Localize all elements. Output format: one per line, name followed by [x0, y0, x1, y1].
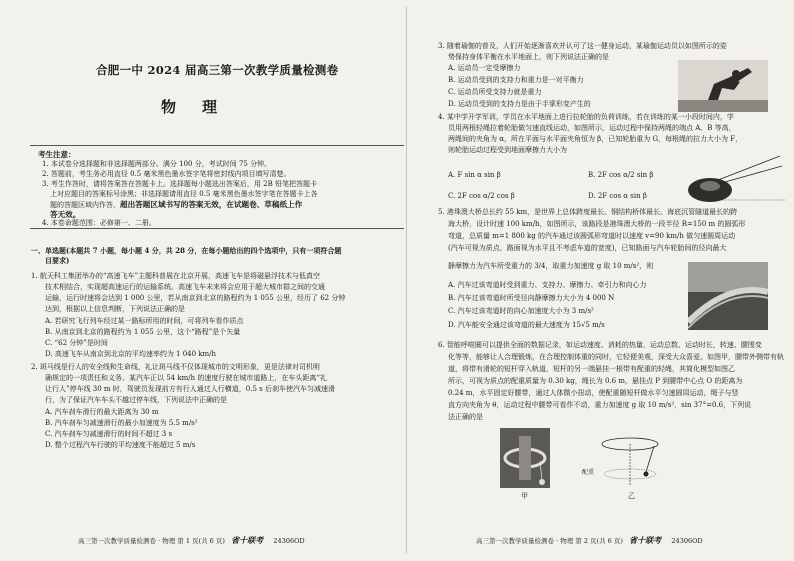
yoga-pose-illustration	[678, 60, 768, 112]
q6-stem: 直方向夹角为 θ，运动过程中腰带可看作不动，重力加速度 g 取 10 m/s²，sin 37°=0.6，下列说	[448, 401, 752, 409]
figure-label-yi: 乙	[628, 492, 635, 500]
q1-option-d[interactable]: D. 高速飞车从南京到北京的平均速率约为 1 040 km/h	[45, 350, 217, 358]
q4-option-b[interactable]: B. 2F cos α/2 sin β	[588, 171, 654, 179]
footer-left: 高三第一次教学质量检测卷 · 物理 第 1 页(共 6 页) 省十联考 24306OD	[78, 535, 305, 545]
bridge-curve-illustration	[688, 262, 768, 330]
q6-stem: 道，将带有滑轮的短杆穿入轨道，短杆的另一端悬挂一根带有配重的轻绳，其简化模型如图乙	[448, 365, 735, 373]
notice-strong: 答无效。	[50, 210, 81, 219]
notice-heading: 考生注意：	[38, 150, 76, 159]
q6-stem: 所示，可视为质点的配重质量为 0.30 kg，绳长为 0.6 m，悬挂点 P 到腰带中心点 O 的距离为	[448, 377, 743, 385]
q2-stem: 让行人”停车线 30 m 时，驾驶员发现前方有行人通过人行横道，0.5 s 后刹车使汽车匀减速滑	[45, 385, 335, 393]
hula-hoop-diagram	[590, 430, 670, 490]
q2-option-c[interactable]: C. 汽车刹车匀减速滑行的时间不超过 3 s	[45, 430, 173, 438]
section-heading-cont: 目要求)	[45, 256, 70, 265]
brand-logo: 省十联考	[231, 535, 264, 545]
q6-stem: 0.24 m，水平固定好腰带，通过人体微小扭动，使配重随短杆做水平匀速圆周运动，绳子与竖	[448, 389, 739, 397]
notice-item: 上对应题目的答案标号涂黑；非选择题请用直径 0.5 毫米黑色墨水签字笔在答题卡上各	[50, 190, 318, 198]
q6-stem: 法正确的是	[448, 413, 483, 421]
exam-title: 合肥一中 2024 届高三第一次教学质量检测卷	[96, 63, 339, 77]
q4-option-c[interactable]: C. 2F cos α/2 cos β	[448, 192, 515, 200]
page-divider	[406, 6, 407, 554]
q3-stem: 势保持身体平衡在水平地面上，则下列说法正确的是	[448, 53, 609, 61]
right-page	[410, 0, 794, 561]
q2-stem: 确规定的一项责任和义务。某汽车正以 54 km/h 的速度行驶在城市道路上，在车头距离“礼	[45, 374, 327, 382]
hula-hoop-illustration	[500, 428, 550, 488]
q5-stem: 海大桥，设计时速 100 km/h，如图所示，该路段是港珠澳大桥的一段半径 R=150 m 的圆弧形	[448, 220, 746, 228]
q1-option-c[interactable]: C. “62 分钟”是时间	[45, 339, 108, 347]
q3-option-a[interactable]: A. 运动员一定受摩擦力	[448, 64, 521, 72]
tire-diagram	[678, 150, 788, 210]
notice-item: 4. 本卷命题范围：必修第一、二册。	[42, 219, 156, 227]
q1-option-b[interactable]: B. 从南京到北京的路程约为 1 055 公里，这个“路程”是个矢量	[45, 328, 241, 336]
q5-stem: (汽车可视为质点，路面视为水平且不考虑车道的宽度)，已知路面与汽车轮胎间的径向最大	[448, 244, 727, 252]
q4-option-a[interactable]: A. F sin α sin β	[448, 171, 501, 179]
q4-stem: 两绳间的夹角为 α，所在平面与水平面夹角恒为 β，已知轮胎重为 G，每根绳的拉力大小为 F，	[448, 135, 743, 143]
q5-stem: 静摩擦力为汽车所受重力的 3/4，取重力加速度 g 取 10 m/s²，则	[448, 262, 654, 270]
q1-stem: 运输，运行时速将会达到 1 000 公里，若从南京到北京的路程约为 1 055 公里，经历了 62 分钟	[45, 294, 346, 302]
paper-code: 24306OD	[671, 537, 703, 545]
notice-item: 1. 本试卷分选择题和非选择题两部分。满分 100 分，考试时间 75 分钟。	[42, 160, 272, 168]
section-heading: 一、单选题(本题共 7 小题，每小题 4 分，共 28 分，在每小题给出的四个选项中，只有一项符合题	[31, 246, 342, 255]
bridge-photo	[688, 262, 768, 330]
q5-option-b[interactable]: B. 汽车过该弯道时所受径向静摩擦力大小为 4 000 N	[448, 294, 615, 302]
q1-stem: 达到，根据以上信息判断，下列说法正确的是	[45, 305, 185, 313]
q2-stem: 2. 斑马线是行人的安全线和生命线，礼让斑马线不仅体现城市的文明形象，更是法律对司机明	[31, 363, 320, 371]
q4-option-d[interactable]: D. 2F cos α sin β	[588, 192, 647, 200]
q1-option-a[interactable]: A. 若研究飞行列车经过某一路标所用的时间，可将列车看作质点	[45, 317, 244, 325]
hula-hoop-photo	[500, 428, 550, 488]
q2-option-a[interactable]: A. 汽车刹车滑行的最大距离为 30 m	[45, 408, 159, 416]
q2-option-b[interactable]: B. 汽车刹车匀减速滑行的最小加速度为 5.5 m/s²	[45, 419, 198, 427]
q5-stem: 5. 港珠澳大桥总长约 55 km，是世界上总体跨度最长、钢结构桥体最长、海底沉管隧道最长的跨	[438, 208, 738, 216]
yoga-figure	[678, 60, 768, 112]
q5-option-d[interactable]: D. 汽车能安全通过该弯道的最大速度为 15√5 m/s	[448, 321, 605, 329]
figure-label-jia: 甲	[521, 492, 528, 500]
footer-right: 高三第一次教学质量检测卷 · 物理 第 2 页(共 6 页) 省十联考 24306OD	[476, 535, 703, 545]
q4-stem: 4. 某中学开学军训，学员在水平地面上进行拉轮胎的负荷训练，若在训练的某一小段时间内，学	[438, 113, 734, 121]
notice-item: 3. 考生作答时，请将答案答在答题卡上。选择题每小题选出答案后，用 2B 铅笔把答题卡	[42, 180, 317, 188]
paper-code: 24306OD	[273, 537, 305, 545]
q2-option-d[interactable]: D. 整个过程汽车行驶的平均速度不能超过 5 m/s	[45, 441, 196, 449]
label-counterweight: 配重	[582, 469, 595, 476]
q5-option-a[interactable]: A. 汽车过该弯道时受到重力、支持力、摩擦力、牵引力和向心力	[448, 281, 647, 289]
q5-option-c[interactable]: C. 汽车过该弯道时的向心加速度大小为 3 m/s²	[448, 307, 594, 315]
notice-item: 2. 答题前，考生务必用直径 0.5 毫米黑色墨水签字笔将密封线内项目填写清楚。	[42, 170, 291, 178]
q4-stem: 则轮胎运动过程受到地面摩擦力大小为	[448, 146, 567, 154]
notice-strong: 超出答题区域书写的答案无效，在试题卷、草稿纸上作	[120, 200, 303, 209]
q3-stem: 3. 随着瑜伽的普及，人们开始逐渐喜欢并认可了这一健身运动，某瑜伽运动员以如图所示的姿	[438, 42, 727, 50]
notice-item: 题的答题区域内作答，超出答题区域书写的答案无效，在试题卷、草稿纸上作	[50, 200, 303, 209]
q6-stem: 6. 智能呼啦圈可以提供全面的数据记录，如运动速度、消耗的热量、运动总数、运动时长，转速、腰围变	[438, 341, 762, 349]
q3-option-c[interactable]: C. 运动员所受支持力就是重力	[448, 88, 542, 96]
q3-option-d[interactable]: D. 运动员受到的支持力是由于手掌形变产生的	[448, 100, 591, 108]
q3-option-b[interactable]: B. 运动员受到的支持力和重力是一对平衡力	[448, 76, 584, 84]
q6-stem: 化等等，能够让人合理锻炼，在合理控制体重的同时，它轻便美观，深受大众喜爱。如图甲，腰带外侧带有轨	[448, 353, 784, 361]
q1-stem: 技术相结合，实现超高速运行的运输系统。高速飞车未来将会应用于超大城市群之间的交通	[45, 283, 325, 291]
q5-stem: 弯道，总质量 m=1 800 kg 的汽车通过该圆弧形弯道时以速度 v=90 km/h 做匀速圆周运动	[448, 232, 736, 240]
q2-stem: 行，为了保证汽车车头不越过停车线，下列说法中正确的是	[45, 396, 227, 404]
brand-logo: 省十联考	[629, 535, 662, 545]
q4-stem: 员用两根轻绳拉着轮胎做匀速直线运动，如图所示，运动过程中保持两绳的端点 A、B 等高，	[448, 124, 736, 132]
q1-stem: 1. 航天科工集团举办的“高速飞车”主题科普展在北京开展，高速飞车是将磁悬浮技术与低真空	[31, 272, 321, 280]
subject-title: 物理	[161, 98, 244, 116]
